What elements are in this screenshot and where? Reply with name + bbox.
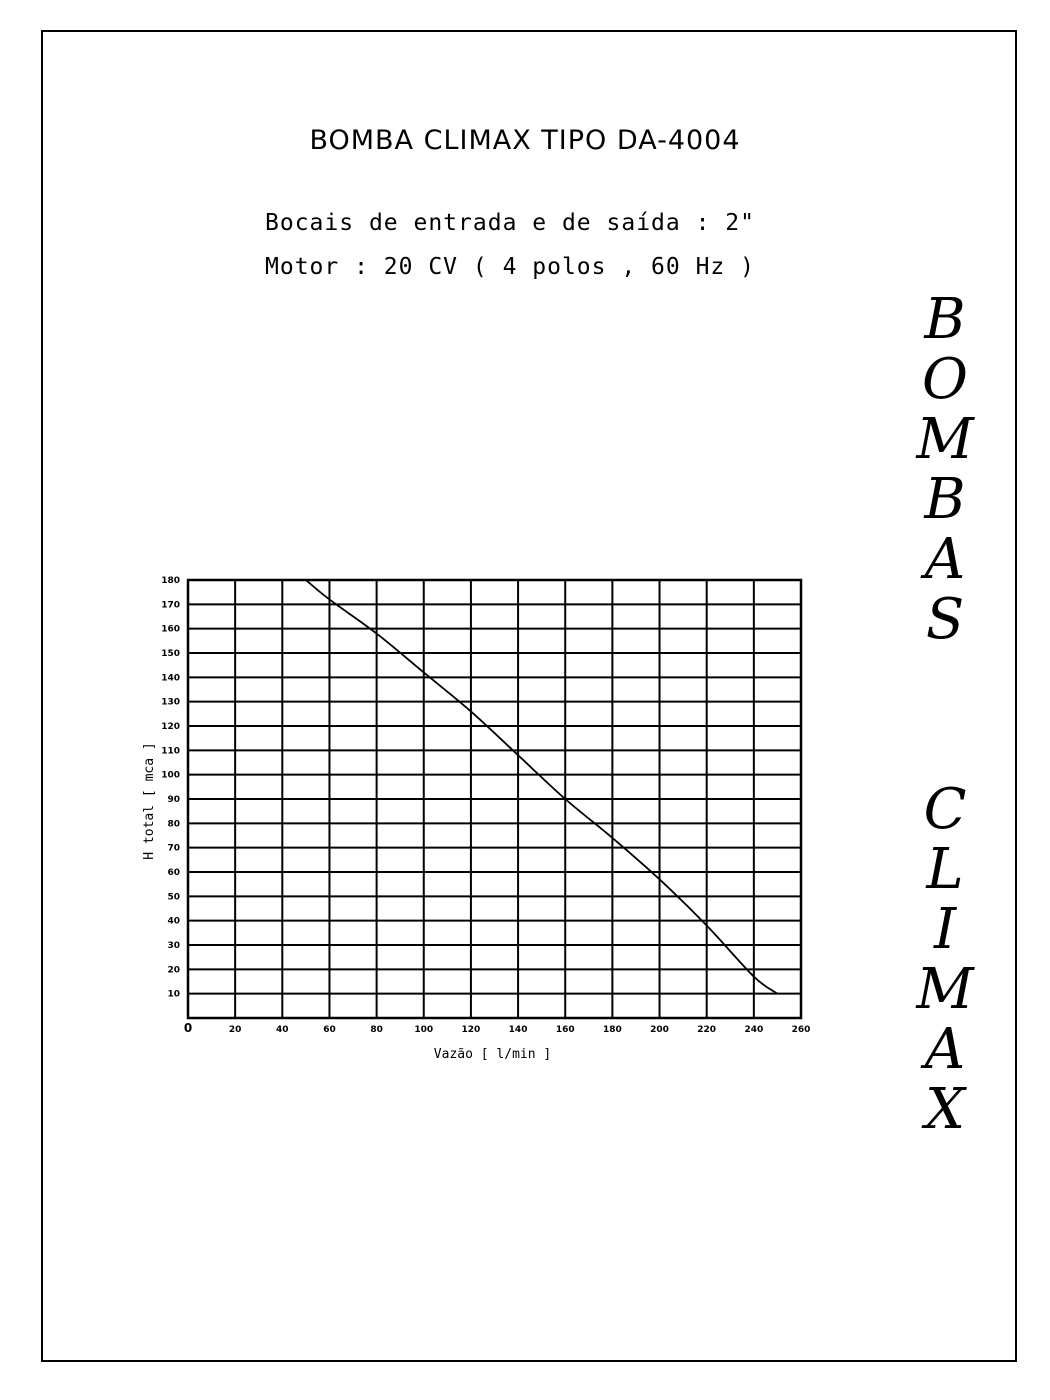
- curve-point: [777, 993, 779, 995]
- curve-point: [611, 837, 613, 839]
- x-tick-label: 0: [183, 1021, 193, 1035]
- brand-letter: M: [916, 957, 974, 1022]
- x-tick-label: 200: [650, 1025, 669, 1035]
- x-tick-label: 240: [744, 1025, 764, 1035]
- y-tick-label: 100: [161, 770, 180, 781]
- x-tick-label: 180: [602, 1025, 622, 1035]
- curve-point: [423, 672, 425, 674]
- y-tick-label: 30: [167, 941, 180, 951]
- y-tick-label: 110: [161, 746, 180, 757]
- curve-point: [564, 798, 566, 800]
- brand-letter: A: [924, 1017, 966, 1082]
- y-tick-label: 150: [161, 649, 180, 659]
- y-tick-label: 10: [167, 989, 180, 1000]
- brand-letter: L: [926, 837, 964, 902]
- y-tick-label: 20: [167, 965, 180, 976]
- y-tick-label: 120: [161, 722, 180, 732]
- x-tick-label: 60: [323, 1025, 336, 1035]
- y-tick-label: 80: [167, 819, 180, 830]
- curve-point: [329, 599, 331, 601]
- x-tick-label: 100: [414, 1025, 434, 1035]
- x-axis-label: Vazão [ l/min ]: [433, 1047, 552, 1062]
- brand-letter: B: [924, 467, 966, 532]
- page-title: BOMBA CLIMAX TIPO DA-4004: [309, 125, 741, 156]
- y-tick-label: 160: [161, 624, 180, 635]
- x-tick-label: 260: [791, 1025, 811, 1035]
- y-tick-label: 140: [161, 673, 180, 684]
- curve-point: [305, 579, 307, 581]
- curve-point: [706, 925, 708, 927]
- brand-letter: B: [924, 287, 966, 352]
- y-tick-label: 40: [167, 916, 180, 927]
- y-tick-label: 180: [161, 576, 180, 586]
- nozzle-spec: Bocais de entrada e de saída : 2": [265, 210, 755, 236]
- curve-point: [470, 711, 472, 713]
- brand-letter: C: [923, 777, 967, 842]
- x-tick-label: 160: [555, 1025, 575, 1035]
- brand-letter: S: [925, 587, 965, 652]
- x-tick-label: 20: [228, 1025, 242, 1035]
- y-tick-label: 70: [167, 843, 180, 854]
- y-tick-label: 170: [161, 600, 180, 611]
- y-axis-label: H total [ mca ]: [142, 742, 157, 860]
- curve-point: [753, 976, 755, 978]
- x-tick-label: 80: [370, 1025, 383, 1035]
- x-tick-label: 40: [276, 1025, 289, 1035]
- curve-point: [376, 633, 378, 635]
- motor-spec: Motor : 20 CV ( 4 polos , 60 Hz ): [265, 254, 755, 280]
- y-tick-label: 130: [161, 697, 180, 708]
- y-tick-label: 60: [167, 868, 180, 878]
- y-tick-label: 90: [167, 795, 180, 805]
- brand-letter: I: [933, 897, 957, 962]
- x-tick-label: 220: [697, 1025, 717, 1035]
- curve-point: [517, 754, 519, 756]
- y-tick-label: 50: [167, 892, 180, 903]
- brand-letter: O: [922, 347, 968, 412]
- x-tick-label: 140: [508, 1025, 528, 1035]
- brand-letter: A: [924, 527, 966, 592]
- curve-point: [659, 878, 661, 880]
- brand-letter: X: [925, 1077, 965, 1142]
- x-tick-label: 120: [461, 1025, 481, 1035]
- brand-letter: M: [916, 407, 974, 472]
